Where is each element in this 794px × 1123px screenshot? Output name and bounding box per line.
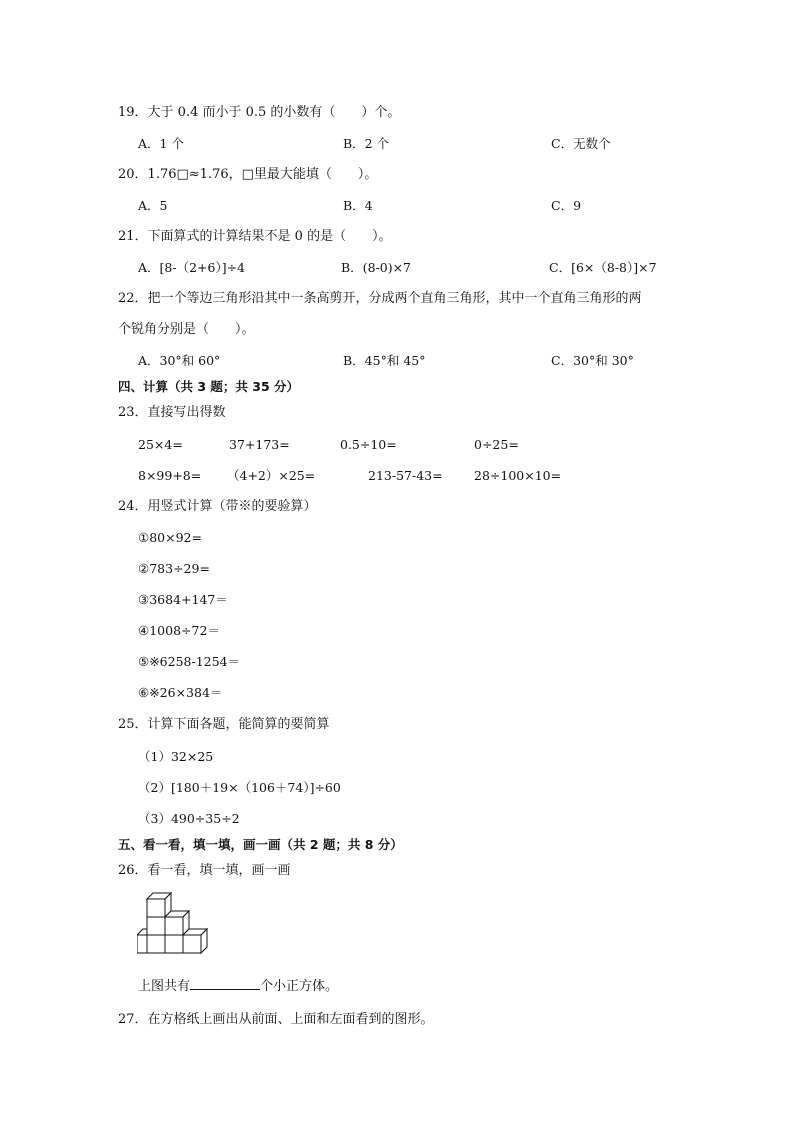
q23-stem: 23．直接写出得数 (118, 405, 226, 420)
section-5-title: 五、看一看，填一填，画一画（共 2 题；共 8 分） (118, 837, 403, 852)
q23-item: 28÷100×10= (474, 468, 562, 483)
q25-item: （1）32×25 (138, 749, 214, 764)
q23-item: （4+2）×25= (227, 468, 316, 483)
q21-option-b: B．(8-0)×7 (341, 260, 411, 275)
q23-item: 0.5÷10= (340, 437, 397, 452)
q26-fill-suffix: 个小正方体。 (260, 979, 339, 994)
q24-item: ⑤※6258-1254＝ (138, 654, 241, 669)
q21-option-a: A．[8-（2+6）]÷4 (138, 260, 246, 275)
q19-option-c: C．无数个 (551, 136, 611, 151)
q24-item: ⑥※26×384＝ (138, 685, 223, 700)
stacked-cubes-figure (137, 891, 215, 967)
section-4-title: 四、计算（共 3 题；共 35 分） (118, 379, 300, 394)
q20-option-b: B．4 (343, 198, 373, 213)
q20-stem: 20．1.76□≈1.76，□里最大能填（ ）。 (118, 167, 378, 182)
q24-item: ③3684+147＝ (138, 592, 228, 607)
q23-item: 37+173= (229, 437, 290, 452)
q22-stem-line2: 个锐角分别是（ ）。 (118, 322, 255, 337)
q20-option-a: A．5 (138, 198, 168, 213)
q23-item: 8×99+8= (138, 468, 202, 483)
q19-option-b: B．2 个 (343, 136, 390, 151)
q26-fill-sentence (138, 976, 338, 996)
q22-option-b: B．45°和 45° (343, 353, 426, 368)
q24-item: ④1008÷72＝ (138, 623, 220, 638)
q21-option-c: C．[6×（8-8）]×7 (549, 260, 657, 275)
q20-option-c: C．9 (551, 198, 582, 213)
q24-item: ②783÷29= (138, 561, 210, 576)
q22-stem-line1: 22．把一个等边三角形沿其中一条高剪开，分成两个直角三角形，其中一个直角三角形的两 (118, 291, 642, 306)
q26-stem: 26．看一看，填一填，画一画 (118, 863, 291, 878)
q19-option-a: A．1 个 (138, 136, 184, 151)
answer-blank[interactable] (190, 976, 260, 990)
q23-item: 0÷25= (474, 437, 519, 452)
q24-stem: 24．用竖式计算（带※的要验算） (118, 499, 317, 514)
q25-stem: 25．计算下面各题，能简算的要简算 (118, 717, 330, 732)
q26-fill-prefix: 上图共有 (138, 979, 191, 994)
q25-item: （3）490÷35÷2 (138, 811, 240, 826)
q25-item: （2）[180＋19×（106＋74）]÷60 (138, 780, 341, 795)
q22-option-a: A．30°和 60° (138, 353, 221, 368)
q27-stem: 27．在方格纸上画出从前面、上面和左面看到的图形。 (118, 1012, 434, 1027)
q22-option-c: C．30°和 30° (551, 353, 634, 368)
q23-item: 25×4= (138, 437, 183, 452)
q23-item: 213-57-43= (368, 468, 443, 483)
q24-item: ①80×92= (138, 530, 202, 545)
q21-stem: 21．下面算式的计算结果不是 0 的是（ ）。 (118, 229, 392, 244)
q19-stem: 19．大于 0.4 而小于 0.5 的小数有（ ）个。 (118, 105, 401, 120)
